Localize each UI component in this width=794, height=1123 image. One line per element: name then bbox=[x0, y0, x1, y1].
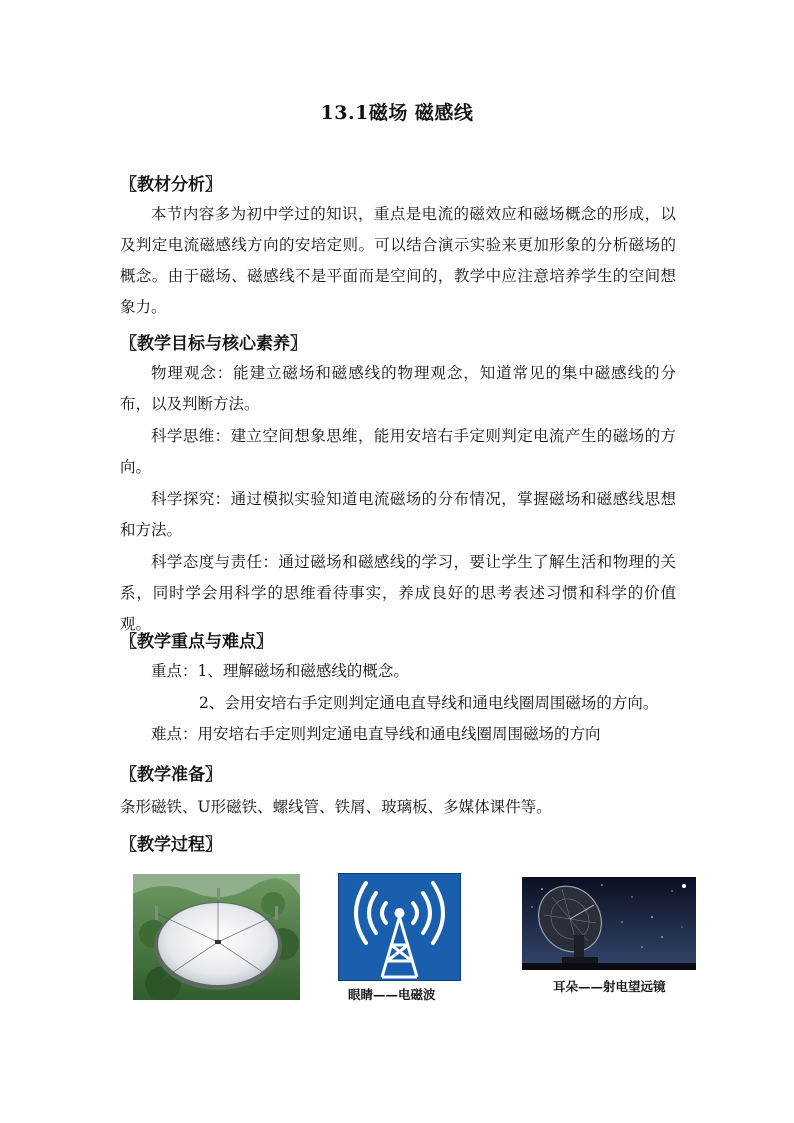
radio-telescope-image bbox=[522, 877, 696, 970]
fast-telescope-image bbox=[133, 874, 300, 1000]
section-heading-analysis: 〖教材分析〗 bbox=[120, 175, 222, 195]
signal-tower-image bbox=[338, 873, 461, 981]
difficulty-point: 难点：用安培右手定则判定通电直导线和通电线圈周围磁场的方向 bbox=[151, 725, 601, 743]
caption-eye-electromagnetic-wave: 眼睛——电磁波 bbox=[348, 987, 436, 1002]
caption-ear-radio-telescope: 耳朵——射电望远镜 bbox=[553, 979, 666, 994]
key-point-1: 重点：1、理解磁场和磁感线的概念。 bbox=[151, 662, 409, 680]
objective-scientific-inquiry: 科学探究：通过模拟实验知道电流磁场的分布情况，掌握磁场和磁感线思想和方法。 bbox=[120, 490, 676, 539]
section-heading-prep: 〖教学准备〗 bbox=[120, 765, 222, 785]
key-point-2: 2、会用安培右手定则判定通电直导线和通电线圈周围磁场的方向。 bbox=[199, 694, 659, 712]
signal-tower-illustration bbox=[338, 873, 461, 981]
page-title: 13.1磁场 磁感线 bbox=[320, 102, 474, 124]
objective-attitude-responsibility: 科学态度与责任：通过磁场和磁感线的学习，要让学生了解生活和物理的关系，同时学会用科学的思维看待事实，养成良好的思考表述习惯和科学的价值观。 bbox=[120, 553, 676, 633]
section-heading-keypoints: 〖教学重点与难点〗 bbox=[120, 632, 273, 652]
radio-telescope-illustration bbox=[522, 877, 696, 970]
analysis-paragraph: 本节内容多为初中学过的知识，重点是电流的磁效应和磁场概念的形成，以及判定电流磁感线方向的安培定则。可以结合演示实验来更加形象的分析磁场的概念。由于磁场、磁感线不是平面而是空间的，教学中应注意培养学生的空间想象力。 bbox=[120, 205, 676, 316]
fast-telescope-illustration bbox=[133, 874, 300, 1000]
section-heading-objectives: 〖教学目标与核心素养〗 bbox=[120, 334, 307, 354]
objective-physics-concept: 物理观念：能建立磁场和磁感线的物理观念，知道常见的集中磁感线的分布，以及判断方法。 bbox=[120, 364, 676, 413]
objective-scientific-thinking: 科学思维：建立空间想象思维，能用安培右手定则判定电流产生的磁场的方向。 bbox=[120, 427, 676, 476]
prep-materials: 条形磁铁、U形磁铁、螺线管、铁屑、玻璃板、多媒体课件等。 bbox=[120, 798, 552, 816]
section-heading-process: 〖教学过程〗 bbox=[120, 835, 222, 855]
